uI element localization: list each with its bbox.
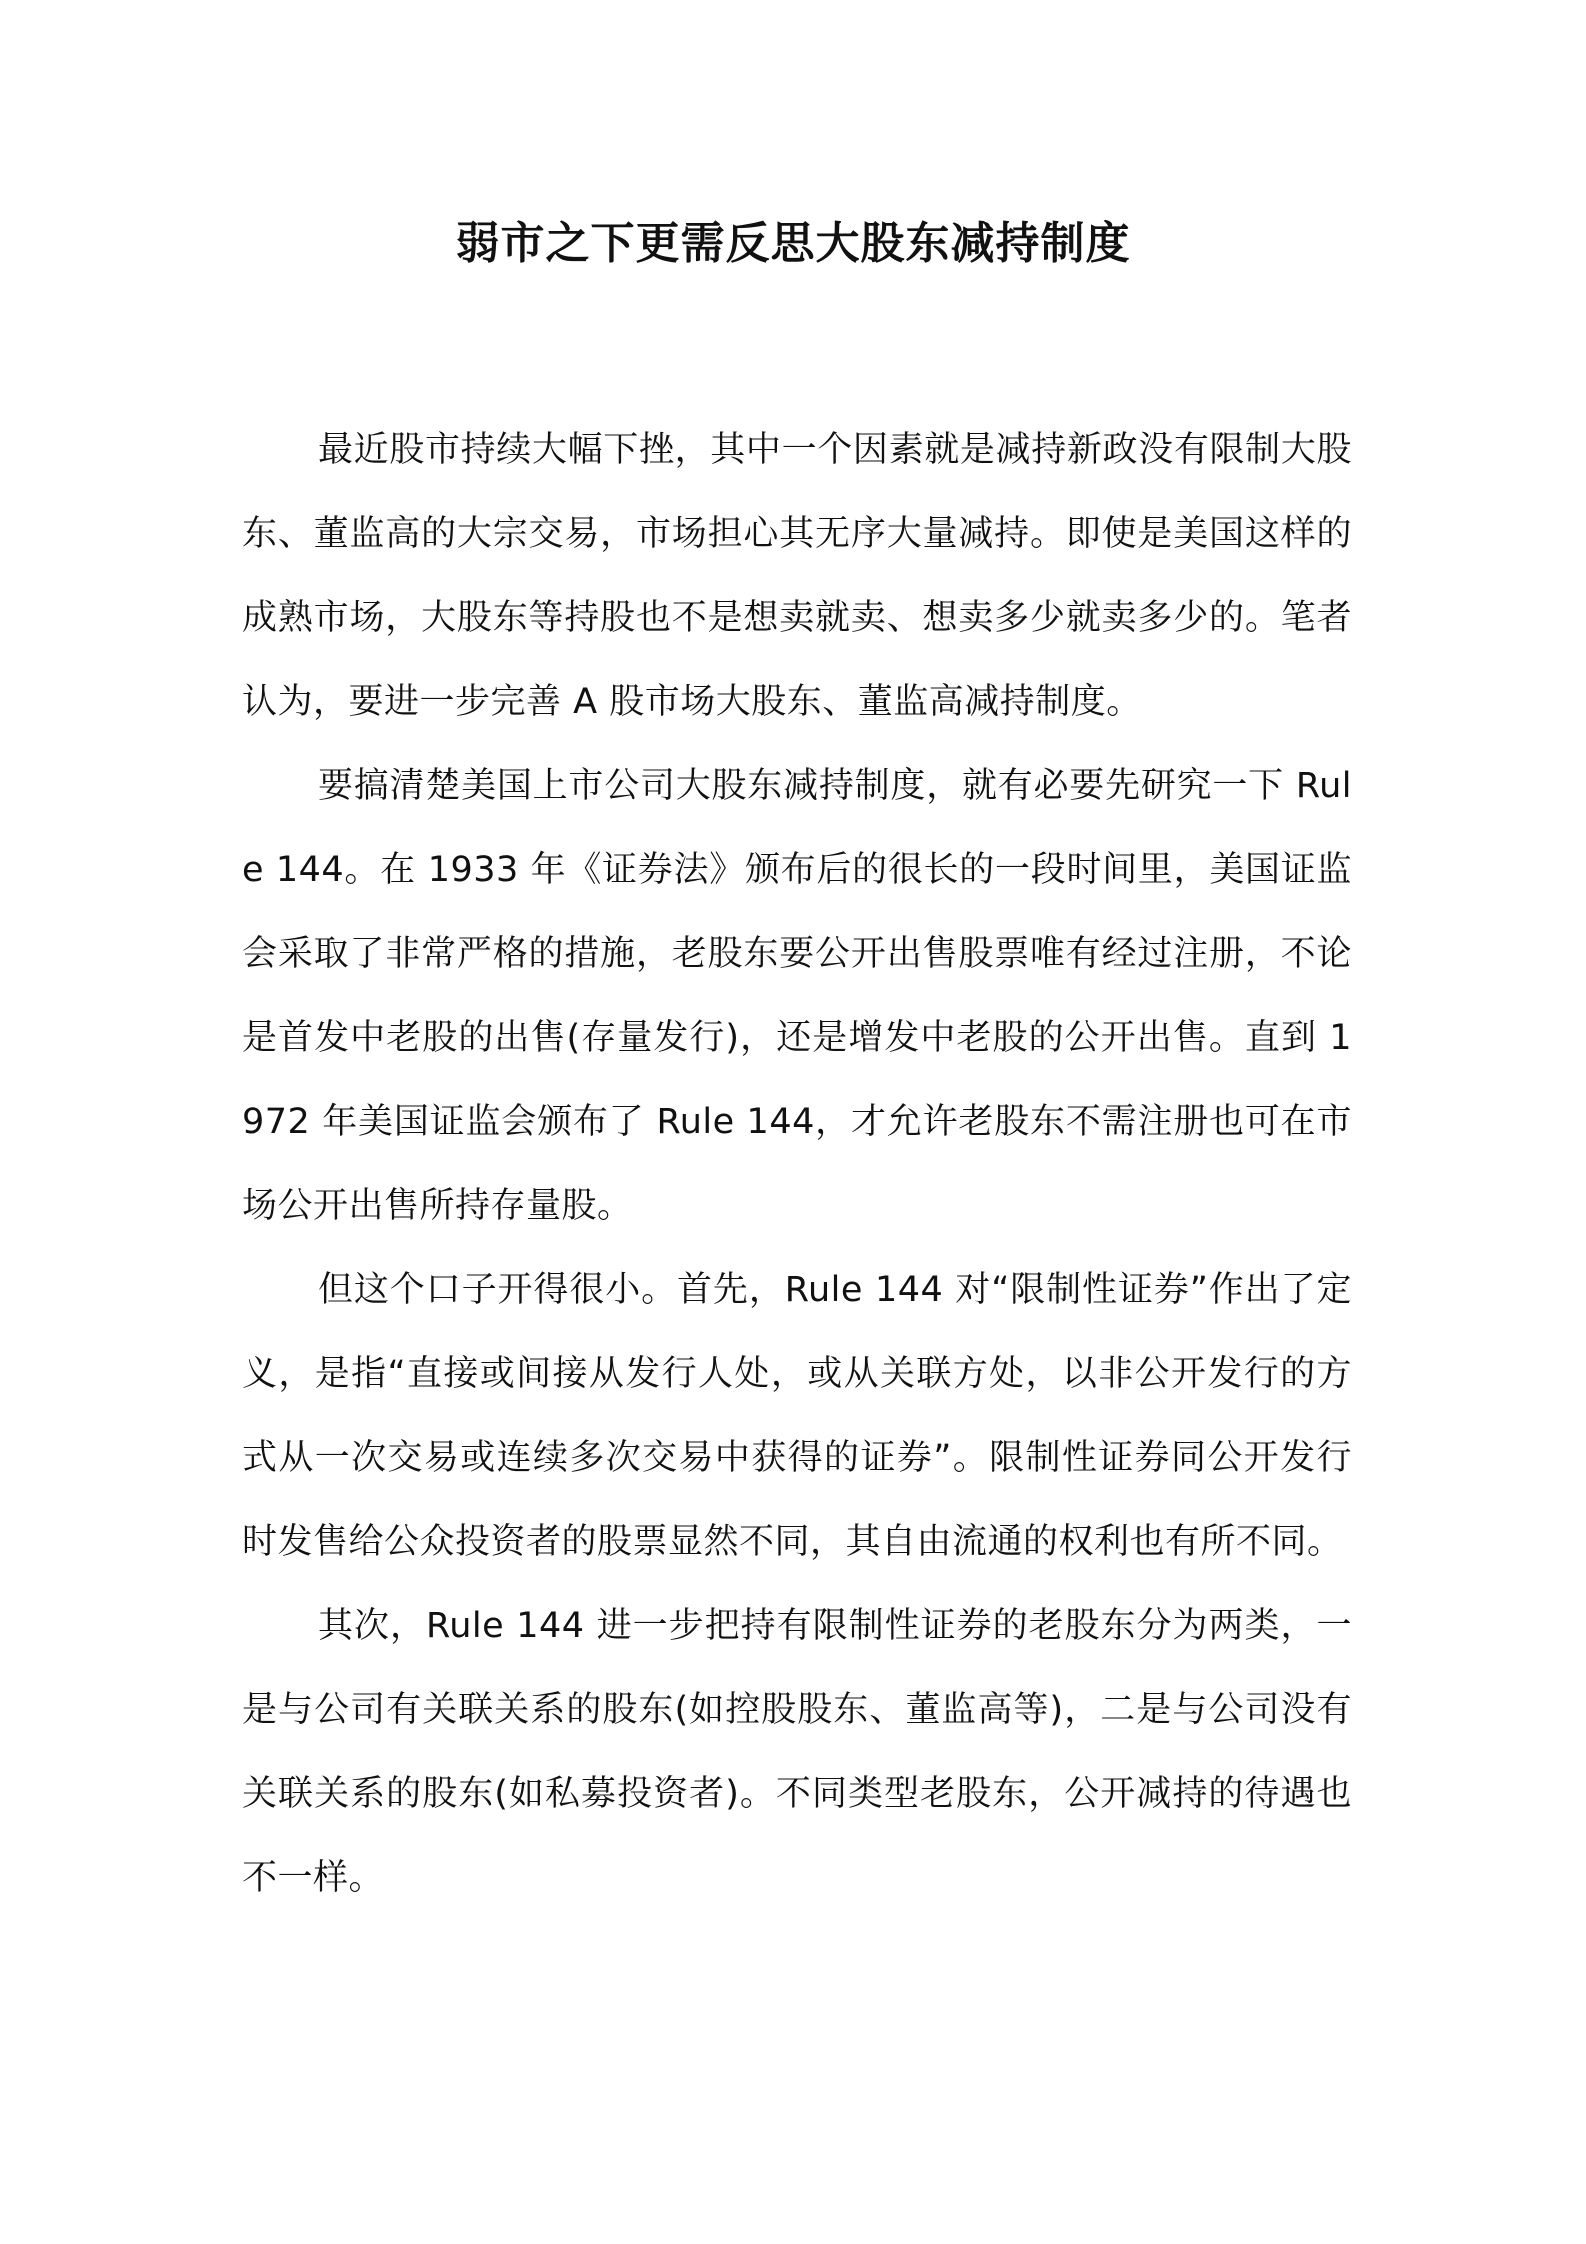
article-body — [242, 408, 1352, 1920]
paragraph: 要搞清楚美国上市公司大股东减持制度，就有必要先研究一下 Rule 144。在 1933 年《证券法》颁布后的很长的一段时间里，美国证监会采取了非常严格的措施，老股东要公开出售股票唯有经过注册，不论是首发中老股的出售(存量发行)，还是增发中老股的公开出售。直到 1972 年美国证监会颁布了 Rule 144，才允许老股东不需注册也可在市场公开出售所持存量股。 — [242, 766, 1352, 1226]
paragraph: 其次，Rule 144 进一步把持有限制性证券的老股东分为两类，一是与公司有关联关系的股东(如控股股东、董监高等)，二是与公司没有关联关系的股东(如私募投资者)。不同类型老股东，公开减持的待遇也不一样。 — [242, 1606, 1352, 1898]
paragraph: 但这个口子开得很小。首先，Rule 144 对“限制性证券”作出了定义，是指“直接或间接从发行人处，或从关联方处，以非公开发行的方式从一次交易或连续多次交易中获得的证券”。限制性证券同公开发行时发售给公众投资者的股票显然不同，其自由流通的权利也有所不同。 — [242, 1270, 1352, 1562]
paragraph: 最近股市持续大幅下挫，其中一个因素就是减持新政没有限制大股东、董监高的大宗交易，市场担心其无序大量减持。即使是美国这样的成熟市场，大股东等持股也不是想卖就卖、想卖多少就卖多少的。笔者认为，要进一步完善 A 股市场大股东、董监高减持制度。 — [242, 430, 1352, 722]
article-title: 弱市之下更需反思大股东减持制度 — [455, 218, 1131, 269]
